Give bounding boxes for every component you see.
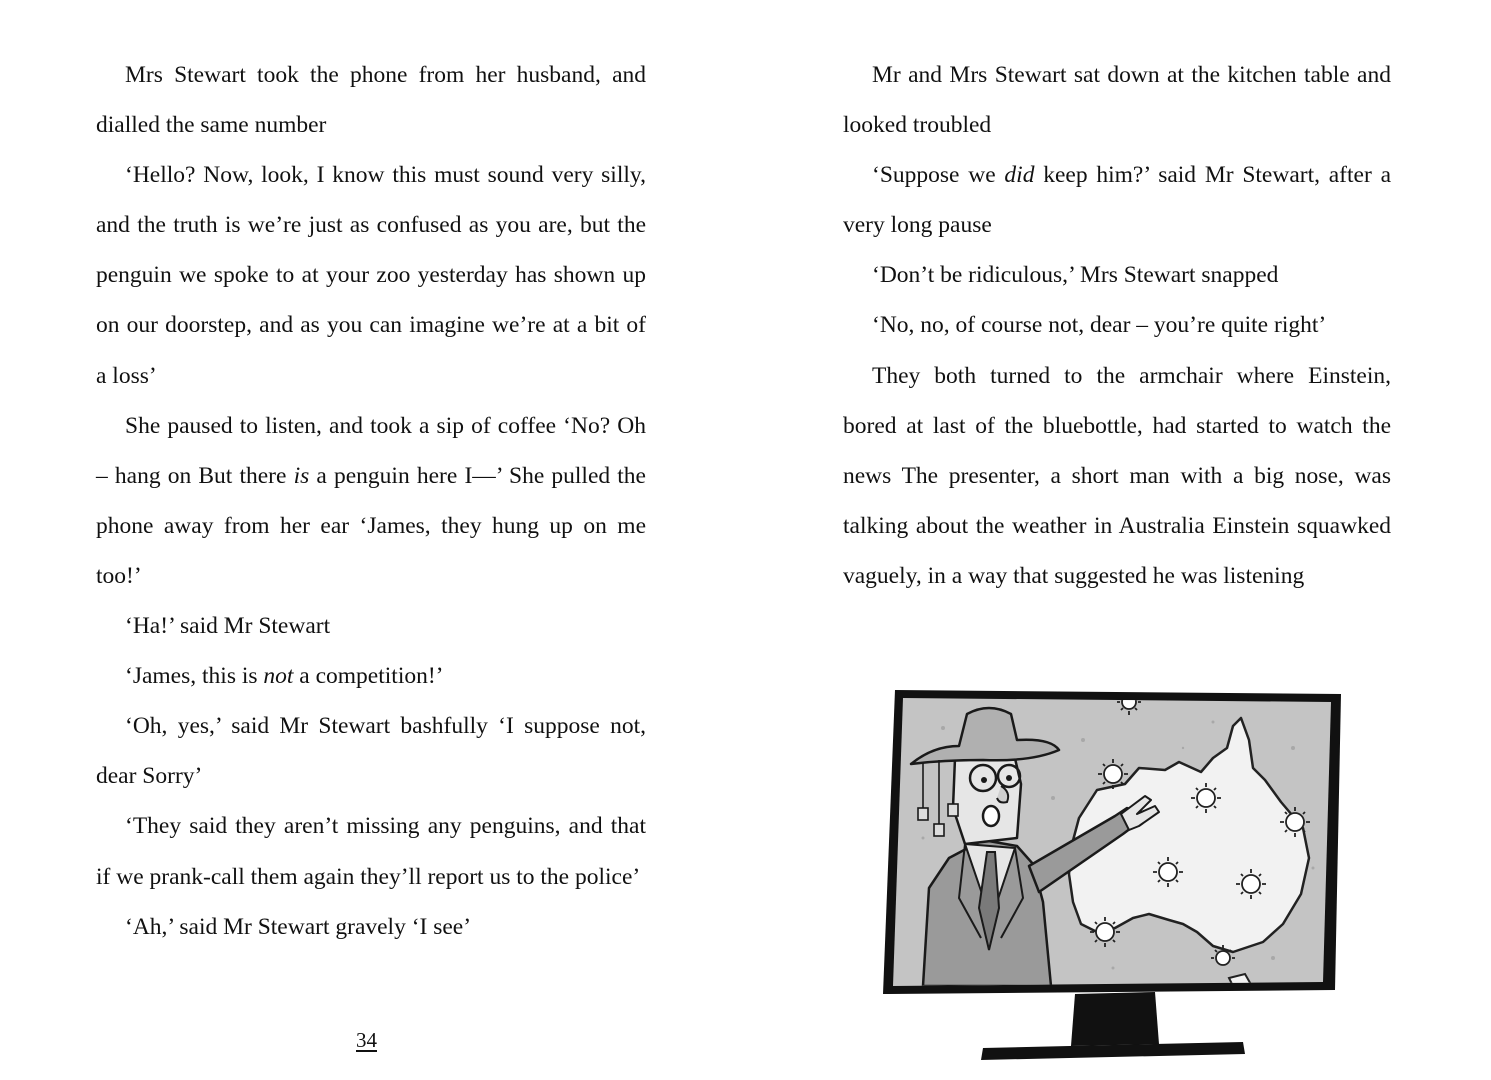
page-number: 34 — [356, 1028, 377, 1052]
right-page — [745, 0, 1491, 1080]
right-text-block — [843, 50, 1391, 601]
paragraph: ‘Ha!’ said Mr Stewart — [125, 613, 331, 640]
paragraph: ‘James, this is not a competition!’ — [125, 663, 444, 690]
tv-weather-presenter-illustration — [883, 688, 1353, 1060]
left-page — [0, 0, 745, 1080]
paragraph: ‘Don’t be ridiculous,’ Mrs Stewart snapped — [872, 262, 1279, 289]
paragraph: ‘They said they aren’t missing any penguins, and that if we prank-call them again they’ll report us to the police’ — [96, 813, 646, 890]
paragraph: ‘Oh, yes,’ said Mr Stewart bashfully ‘I suppose not, dear Sorry’ — [96, 713, 646, 790]
paragraph: ‘Suppose we did keep him?’ said Mr Stewart, after a very long pause — [843, 162, 1391, 239]
paragraph: They both turned to the armchair where Einstein, bored at last of the bluebottle, had started to watch the news The presenter, a short man with a big nose, was talking about the weather in Australia Einstein squawked vaguely, in a way that suggested he was listening — [843, 362, 1391, 589]
paragraph: She paused to listen, and took a sip of coffee ‘No? Oh – hang on But there is a penguin here I—’ She pulled the phone away from her ear ‘James, they hung up on me too!’ — [96, 412, 646, 589]
paragraph: Mr and Mrs Stewart sat down at the kitchen table and looked troubled — [843, 62, 1391, 139]
left-text-block — [96, 50, 646, 952]
paragraph: ‘No, no, of course not, dear – you’re quite right’ — [872, 312, 1327, 339]
paragraph: Mrs Stewart took the phone from her husband, and dialled the same number — [96, 62, 646, 139]
paragraph: ‘Ah,’ said Mr Stewart gravely ‘I see’ — [125, 913, 472, 940]
paragraph: ‘Hello? Now, look, I know this must sound very silly, and the truth is we’re just as confused as you are, but the penguin we spoke to at your zoo yesterday has shown up on our doorstep, and as you can imagine we’re at a bit of a loss’ — [96, 162, 646, 389]
